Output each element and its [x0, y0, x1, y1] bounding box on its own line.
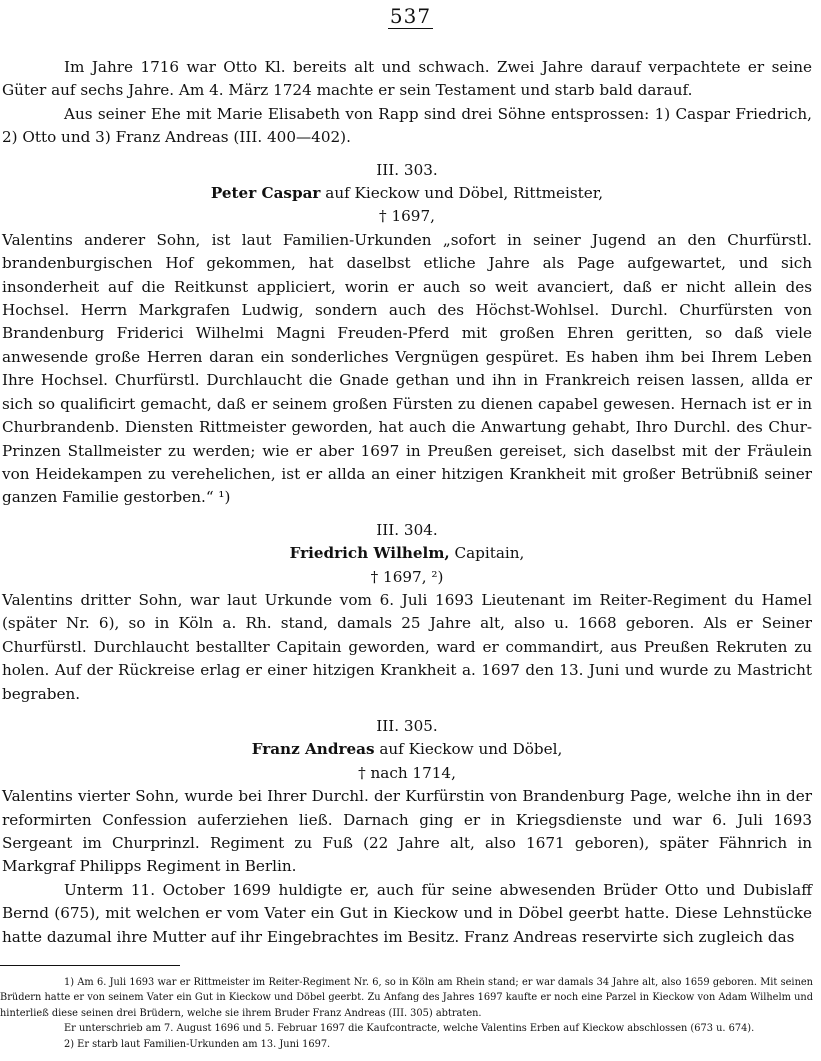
- section-title: [2, 542, 812, 565]
- person-name: Peter Caspar: [210, 184, 321, 203]
- intro-paragraph-2: Aus seiner Ehe mit Marie Elisabeth von Rapp sind drei Söhne entsprossen: 1) Caspar Friedrich, 2) Otto und 3) Franz Andreas (III. 400—402).: [2, 104, 812, 147]
- section-title: [2, 182, 812, 205]
- title-rest: auf Kieckow und Döbel, Rittmeister,: [320, 184, 604, 203]
- section-date: † nach 1714,: [358, 763, 456, 782]
- footnote-2: 2) Er starb laut Familien-Urkunden am 13. Juni 1697.: [64, 1038, 331, 1050]
- section-paragraph: Valentins dritter Sohn, war laut Urkunde vom 6. Juli 1693 Lieutenant im Reiter-Regiment du Hamel (später Nr. 6), so in Köln a. Rh. stand, damals 25 Jahre alt, also u. 1668 geboren. Als er Seiner Churfürstl. Durchlaucht bestallter Capitain geworden, ward er commandirt, aus Preußen Rekruten zu holen. Auf der Rückreise erlag er einer hitzigen Krankheit a. 1697 den 13. Juni und wurde zu Mastricht begraben.: [2, 590, 812, 703]
- section-number: III. 305.: [376, 716, 438, 735]
- page-number: 537: [389, 4, 432, 28]
- person-name: Friedrich Wilhelm,: [289, 544, 450, 563]
- intro-paragraph-1: Im Jahre 1716 war Otto Kl. bereits alt und schwach. Zwei Jahre darauf verpachtete er seine Güter auf sechs Jahre. Am 4. März 1724 machte er sein Testament und starb bald darauf.: [2, 58, 812, 100]
- title-rest: auf Kieckow und Döbel,: [374, 740, 563, 759]
- section-paragraph: Unterm 11. October 1699 huldigte er, auch für seine abwesenden Brüder Otto und Dubislaff Bernd (675), mit welchen er vom Vater ein Gut in Kieckow und in Döbel geerbt hatte. Diese Lehnstücke hatte dazumal ihre Mutter auf ihr Eingebrachtes im Besitz. Franz Andreas reservirte sich zugleich das: [2, 880, 812, 946]
- footnote-divider: [0, 965, 180, 966]
- section-title: [2, 738, 812, 761]
- footnote-1-continued: Er unterschrieb am 7. August 1696 und 5. Februar 1697 die Kaufcontracte, welche Valentins Erben auf Kieckow abschlossen (673 u. 674).: [64, 1023, 755, 1035]
- section-III-304: [2, 519, 812, 706]
- section-III-305: [2, 715, 812, 949]
- footnotes: [0, 975, 813, 1052]
- section-paragraph: Valentins vierter Sohn, wurde bei Ihrer Durchl. der Kurfürstin von Brandenburg Page, welche ihn in der reformirten Confession auferziehen ließ. Darnach ging er in Kriegsdienste und war 6. Juli 1693 Sergeant im Churprinzl. Regiment zu Fuß (22 Jahre alt, also 1671 geboren), später Fähnrich in Markgraf Philipps Regiment in Berlin.: [2, 787, 812, 876]
- section-number: III. 304.: [376, 520, 438, 539]
- section-paragraph: Valentins anderer Sohn, ist laut Familien-Urkunden „sofort in seiner Jugend an den Churfürstl. brandenburgischen Hof gekommen, hat daselbst etliche Jahre als Page aufgewartet, und sich insonderheit auf die Reitkunst appliciert, worin er auch so weit avanciert, daß er nicht allein des Hochsel. Herrn Markgrafen Ludwig, sondern auch des Höchst-Wohlsel. Durchl. Churfürsten von Brandenburg Friderici Wilhelmi Magni Freuden-Pferd mit großen Ehren geritten, so daß viele anwesende große Herren daran ein sonderliches Vergnügen gespüret. Es haben ihm bei Ihrem Leben Ihre Hochsel. Churfürstl. Durchlaucht die Gnade gethan und ihn in Frankreich reisen lassen, allda er sich so qualificirt gemacht, daß er seinem großen Fürsten zu dienen capabel gewesen. Hernach ist er in Churbrandenb. Diensten Rittmeister geworden, hat auch die Anwartung gehabt, Ihro Durchl. des Chur-Prinzen Stallmeister zu werden; wie er aber 1697 in Preußen gereiset, sich daselbst mit der Fräulein von Heidekampen zu verehelichen, ist er allda an einer hitzigen Krankheit mit großer Betrübniß seiner ganzen Familie gestorben.“ ¹): [2, 230, 812, 507]
- section-number: III. 303.: [376, 160, 438, 179]
- title-rest: Capitain,: [449, 544, 525, 563]
- footnote-1: 1) Am 6. Juli 1693 war er Rittmeister im Reiter-Regiment Nr. 6, so in Köln am Rhein stand; er war damals 34 Jahre alt, also 1659 geboren. Mit seinen Brüdern hatte er von seinem Vater ein Gut in Kieckow und Döbel geerbt. Zu Anfang des Jahres 1697 kaufte er noch eine Parzel in Kieckow von Adam Wilhelm und hinterließ diese seinen drei Brüdern, welche sie ihrem Bruder Franz Andreas (III. 305) abtraten.: [0, 977, 813, 1019]
- section-date: † 1697, ²): [370, 567, 444, 586]
- section-III-303: [2, 159, 812, 510]
- document-body: [2, 56, 812, 949]
- section-date: † 1697,: [379, 207, 435, 226]
- person-name: Franz Andreas: [251, 740, 375, 759]
